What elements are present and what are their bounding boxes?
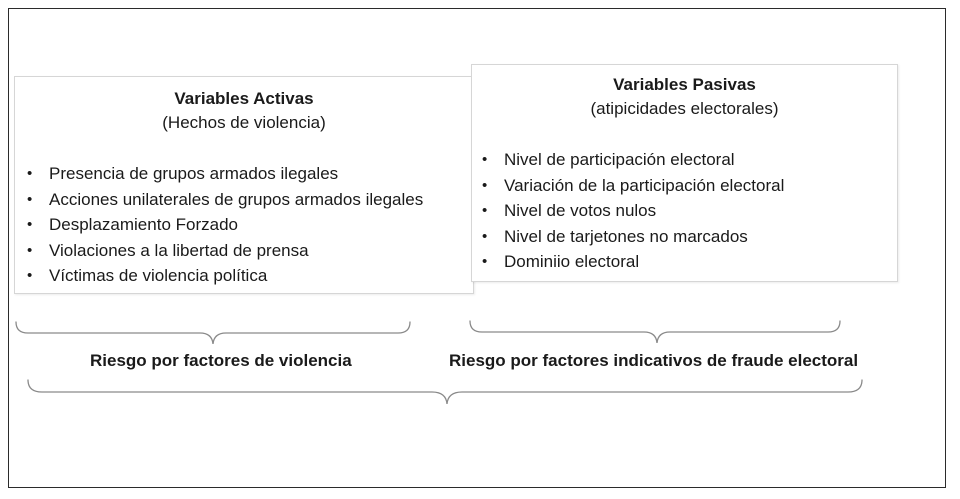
- passive-item-label: Dominiio electoral: [504, 252, 640, 271]
- bullet-icon: •: [482, 176, 488, 194]
- active-variables-subtitle: (Hechos de violencia): [162, 113, 326, 132]
- bullet-icon: •: [482, 202, 488, 219]
- bullet-icon: •: [482, 151, 488, 168]
- bullet-icon: •: [482, 253, 488, 270]
- active-item-label: Presencia de grupos armados ilegales: [49, 164, 339, 183]
- bullet-icon: •: [27, 216, 33, 233]
- active-item-label: Desplazamiento Forzado: [49, 215, 238, 234]
- passive-item-label: Variación de la participación electoral: [504, 175, 785, 195]
- bullet-icon: •: [27, 190, 33, 208]
- violence-risk-label: Riesgo por factores de violencia: [90, 351, 352, 370]
- active-item-label: Víctimas de violencia política: [49, 266, 268, 285]
- active-item-label: Violaciones a la libertad de prensa: [49, 240, 309, 260]
- passive-item-label: Nivel de votos nulos: [504, 201, 657, 220]
- bullet-icon: •: [27, 165, 33, 182]
- fraud-risk-label: Riesgo por factores indicativos de fraude electoral: [449, 351, 859, 370]
- passive-variables-subtitle: (atipicidades electorales): [590, 99, 779, 118]
- passive-item-label: Nivel de participación electoral: [504, 150, 735, 169]
- bottom-brace-path: [28, 380, 862, 404]
- bullet-icon: •: [27, 267, 33, 284]
- active-item-label: Acciones unilaterales de grupos armados ilegales: [49, 189, 424, 209]
- active-variables-title: Variables Activas: [174, 89, 314, 108]
- passive-item-label: Nivel de tarjetones no marcados: [504, 226, 748, 246]
- passive-variables-title: Variables Pasivas: [613, 75, 756, 94]
- bullet-icon: •: [482, 227, 488, 245]
- bullet-icon: •: [27, 241, 33, 259]
